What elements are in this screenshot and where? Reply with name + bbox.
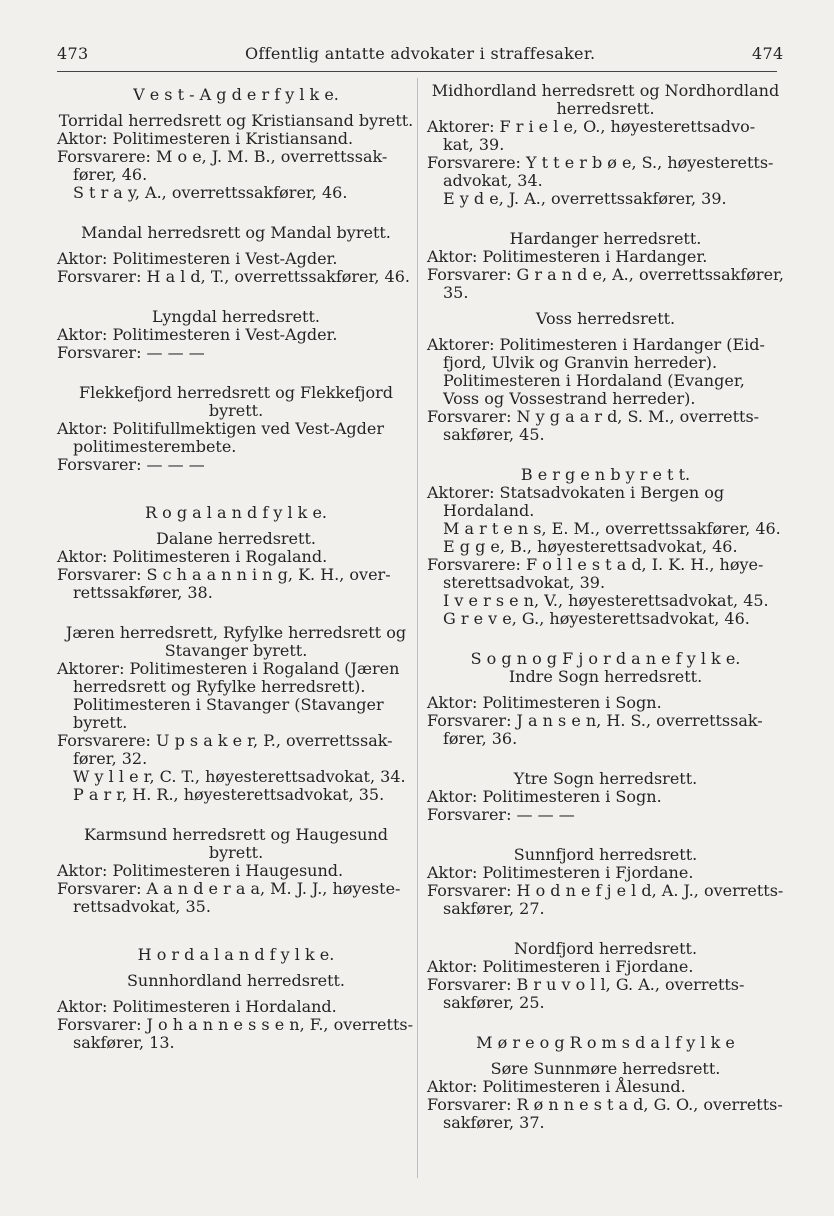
court-title: Hardanger herredsrett. xyxy=(509,229,702,248)
forsvarer-line: Forsvarere: M o e, J. M. B., overrettssak- xyxy=(57,147,388,166)
forsvarer-line: Forsvarer: H a l d, T., overrettssakfører, 46. xyxy=(57,267,410,286)
forsvarer-line: Forsvarer: S c h a a n n i n g, K. H., over- xyxy=(57,565,391,584)
court-title: Søre Sunnmøre herredsrett. xyxy=(490,1059,721,1078)
aktor-line: Aktorer: Politimesteren i Hardanger (Eid- xyxy=(427,335,765,354)
forsvarer-line: Forsvarer: R ø n n e s t a d, G. O., overretts- xyxy=(427,1095,783,1114)
forsvarer-line: Forsvarere: Y t t e r b ø e, S., høyesteretts- xyxy=(427,153,774,172)
forsvarer-line: Forsvarere: U p s a k e r, P., overrettssak- xyxy=(57,731,393,750)
aktor-line: Aktor: Politimesteren i Sogn. xyxy=(427,693,662,712)
page-header-title: Offentlig antatte advokater i straffesaker. xyxy=(245,44,596,63)
aktor-line: Aktor: Politimesteren i Fjordane. xyxy=(427,957,694,976)
county-heading-vest-agder: V e s t - A g d e r f y l k e. xyxy=(133,85,339,104)
court-title: Indre Sogn herredsrett. xyxy=(508,667,703,686)
forsvarer-line-cont: sakfører, 25. xyxy=(443,993,545,1012)
aktor-line: Aktorer: Politimesteren i Rogaland (Jæren xyxy=(57,659,400,678)
forsvarer-line: E y d e, J. A., overrettssakfører, 39. xyxy=(443,189,727,208)
forsvarer-line-cont: sakfører, 37. xyxy=(443,1113,545,1132)
forsvarer-line: I v e r s e n, V., høyesterettsadvokat, 45. xyxy=(443,591,769,610)
aktor-line-cont: Hordaland. xyxy=(443,501,535,520)
forsvarer-line-cont: fører, 46. xyxy=(73,165,148,184)
forsvarer-line: W y l l e r, C. T., høyesterettsadvokat, 34. xyxy=(73,767,406,786)
aktor-line-cont: politimesterembete. xyxy=(73,437,237,456)
aktor-line: Aktor: Politimesteren i Hordaland. xyxy=(57,997,337,1016)
forsvarer-line: Forsvarer: G r a n d e, A., overrettssakfører, xyxy=(427,265,785,284)
forsvarer-line: Forsvarer: B r u v o l l, G. A., overretts- xyxy=(427,975,745,994)
forsvarer-line: Forsvarer: — — — xyxy=(57,455,205,474)
aktor-line: E g g e, B., høyesterettsadvokat, 46. xyxy=(443,537,738,556)
county-heading-hordaland: H o r d a l a n d f y l k e. xyxy=(137,945,335,964)
aktor-line-cont: Voss og Vossestrand herreder). xyxy=(443,389,696,408)
court-title: Lyngdal herredsrett. xyxy=(152,307,320,326)
aktor-line: Aktor: Politimesteren i Haugesund. xyxy=(57,861,344,880)
court-title: Nordfjord herredsrett. xyxy=(513,939,698,958)
court-title: Sunnfjord herredsrett. xyxy=(513,845,698,864)
court-title: Sunnhordland herredsrett. xyxy=(126,971,346,990)
aktor-line: Aktor: Politimesteren i Ålesund. xyxy=(427,1077,686,1096)
aktor-line-cont: byrett. xyxy=(73,713,128,732)
forsvarer-line: Forsvarer: — — — xyxy=(57,343,205,362)
court-title: Midhordland herredsrett og Nordhordland herredsrett. xyxy=(431,81,780,118)
forsvarer-line-cont: fører, 36. xyxy=(443,729,518,748)
forsvarer-line: Forsvarer: A a n d e r a a, M. J. J., høyeste- xyxy=(57,879,401,898)
court-title: Voss herredsrett. xyxy=(535,309,676,328)
county-heading-rogaland: R o g a l a n d f y l k e. xyxy=(144,503,328,522)
forsvarer-line-cont: sakfører, 45. xyxy=(443,425,545,444)
forsvarer-line-cont: sakfører, 13. xyxy=(73,1033,175,1052)
header-rule xyxy=(57,71,777,72)
aktor-line: Aktor: Politimesteren i Vest-Agder. xyxy=(57,325,338,344)
court-title: Flekkefjord herredsrett og Flekkefjord byrett. xyxy=(78,383,393,420)
aktor-line-cont: fjord, Ulvik og Granvin herreder). xyxy=(443,353,718,372)
aktor-line: Aktor: Politimesteren i Vest-Agder. xyxy=(57,249,338,268)
forsvarer-line: Forsvarere: F o l l e s t a d, I. K. H., høye- xyxy=(427,555,764,574)
aktor-line-cont: herredsrett og Ryfylke herredsrett). xyxy=(73,677,366,696)
aktor-line: Aktor: Politimesteren i Hardanger. xyxy=(427,247,708,266)
county-heading-sogn-og-fjordane: S o g n o g F j o r d a n e f y l k e. xyxy=(470,649,741,668)
court-title: Jæren herredsrett, Ryfylke herredsrett og Stavanger byrett. xyxy=(65,623,407,660)
aktor-line: Aktor: Politimesteren i Rogaland. xyxy=(57,547,328,566)
forsvarer-line-cont: fører, 32. xyxy=(73,749,148,768)
forsvarer-line: Forsvarer: J o h a n n e s s e n, F., overretts- xyxy=(57,1015,413,1034)
forsvarer-line-cont: rettssakfører, 38. xyxy=(73,583,213,602)
forsvarer-line: Forsvarer: J a n s e n, H. S., overrettssak- xyxy=(427,711,763,730)
court-title-bergen: B e r g e n b y r e t t. xyxy=(520,465,691,484)
forsvarer-line: Forsvarer: — — — xyxy=(427,805,575,824)
forsvarer-line-cont: advokat, 34. xyxy=(443,171,543,190)
county-heading-more-og-romsdal: M ø r e o g R o m s d a l f y l k e xyxy=(476,1033,735,1052)
aktor-line-cont: kat, 39. xyxy=(443,135,505,154)
aktor-line: Aktor: Politifullmektigen ved Vest-Agder xyxy=(57,419,385,438)
aktor-line: M a r t e n s, E. M., overrettssakfører, 46. xyxy=(443,519,781,538)
column-divider xyxy=(417,78,418,1178)
forsvarer-line-cont: 35. xyxy=(443,283,469,302)
aktor-line: Politimesteren i Hordaland (Evanger, xyxy=(443,371,745,390)
forsvarer-line: Forsvarer: H o d n e f j e l d, A. J., overretts- xyxy=(427,881,784,900)
forsvarer-line-cont: sterettsadvokat, 39. xyxy=(443,573,606,592)
page-number-left: 473 xyxy=(57,44,89,63)
forsvarer-line-cont: sakfører, 27. xyxy=(443,899,545,918)
court-title: Mandal herredsrett og Mandal byrett. xyxy=(81,223,391,242)
court-title: Karmsund herredsrett og Haugesund byrett. xyxy=(83,825,389,862)
forsvarer-line: S t r a y, A., overrettssakfører, 46. xyxy=(73,183,348,202)
page-number-right: 474 xyxy=(752,44,784,63)
court-title: Torridal herredsrett og Kristiansand byrett. xyxy=(58,111,414,130)
forsvarer-line-cont: rettsadvokat, 35. xyxy=(73,897,211,916)
right-column xyxy=(427,82,784,1132)
forsvarer-line: G r e v e, G., høyesterettsadvokat, 46. xyxy=(443,609,750,628)
aktor-line: Aktor: Politimesteren i Fjordane. xyxy=(427,863,694,882)
forsvarer-line: P a r r, H. R., høyesterettsadvokat, 35. xyxy=(73,785,385,804)
aktor-line: Aktorer: Statsadvokaten i Bergen og xyxy=(427,483,725,502)
court-title: Ytre Sogn herredsrett. xyxy=(513,769,698,788)
court-title: Dalane herredsrett. xyxy=(156,529,316,548)
left-column xyxy=(57,82,415,1052)
aktor-line: Aktor: Politimesteren i Kristiansand. xyxy=(57,129,354,148)
aktor-line: Aktorer: F r i e l e, O., høyesterettsadvo- xyxy=(427,117,756,136)
forsvarer-line: Forsvarer: N y g a a r d, S. M., overretts- xyxy=(427,407,760,426)
aktor-line: Aktor: Politimesteren i Sogn. xyxy=(427,787,662,806)
aktor-line: Politimesteren i Stavanger (Stavanger xyxy=(73,695,384,714)
